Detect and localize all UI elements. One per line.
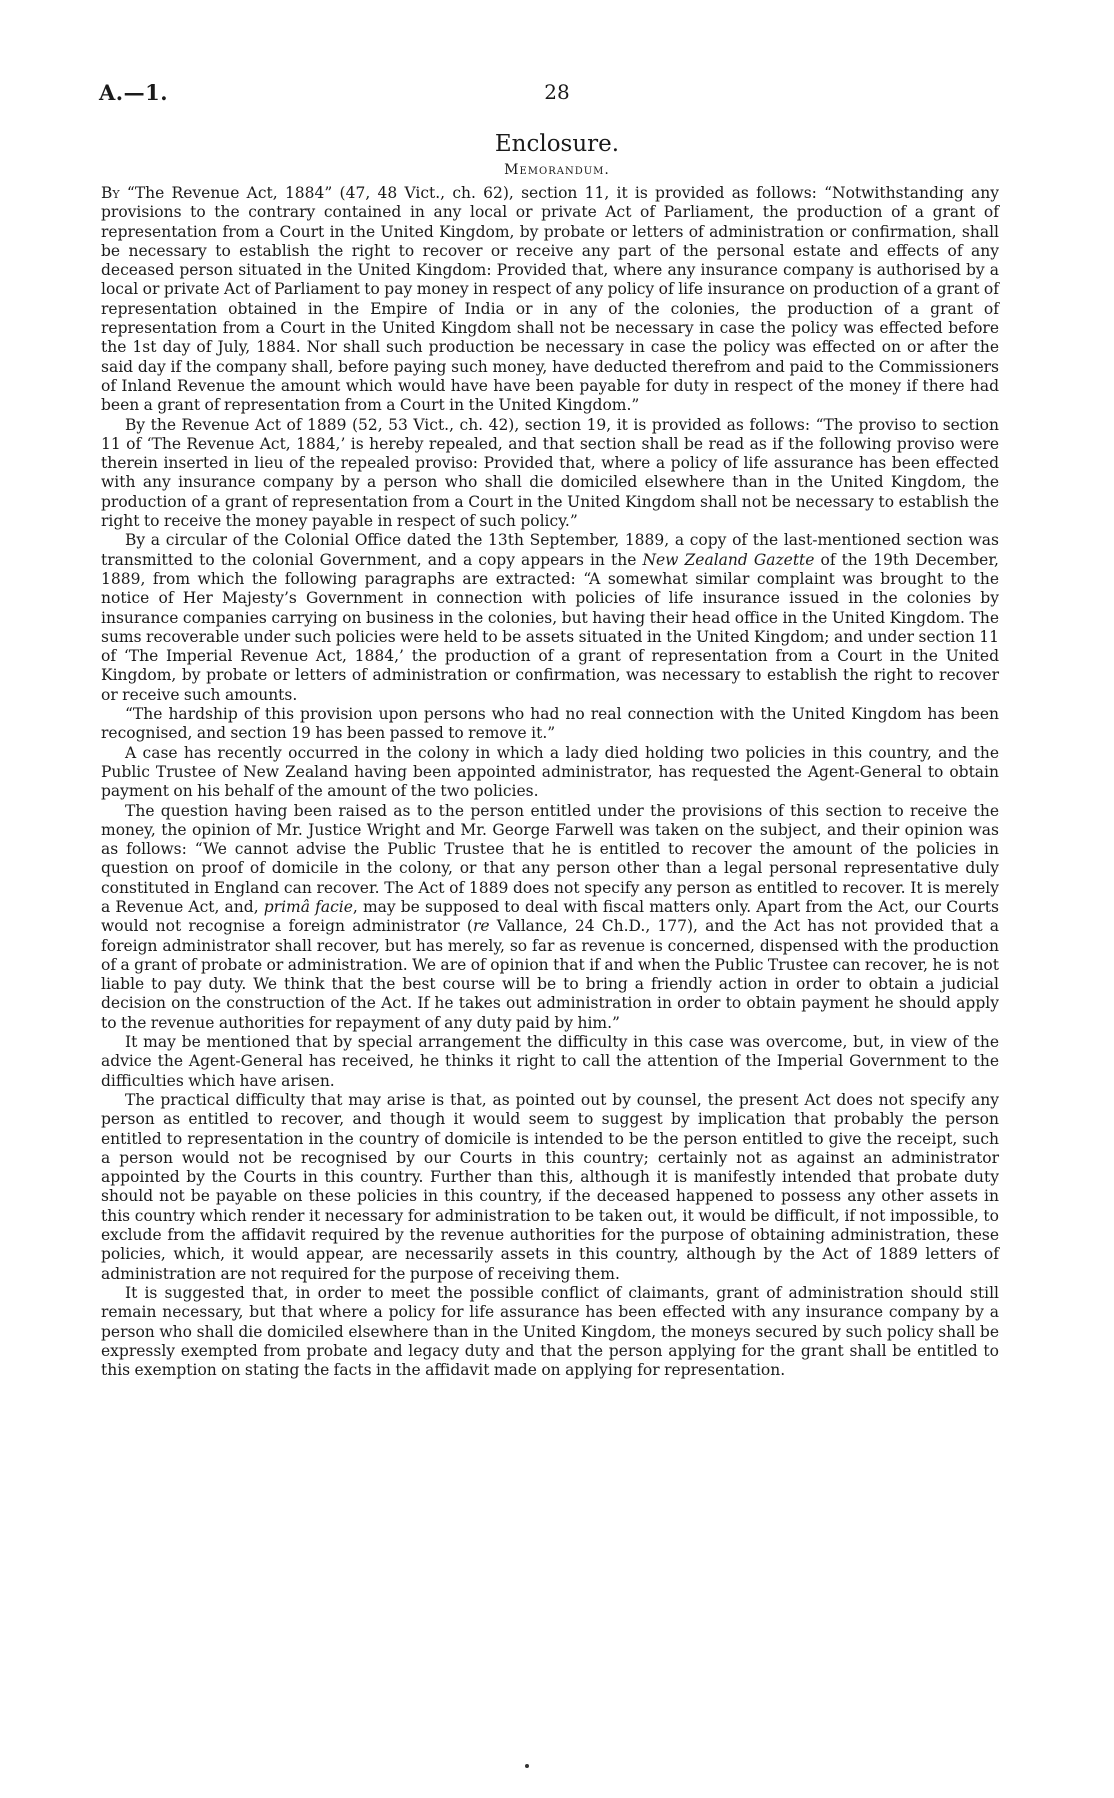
footer-dot — [525, 1764, 529, 1768]
paragraph-text: By the Revenue Act of 1889 (52, 53 Vict., ch. 42), section 19, it is provided as follows: “The proviso to section 11 of ‘The Revenue Act, 1884,’ is hereby repealed, and that section shall be read as if the following proviso were therein inserted in lieu of the repealed proviso: Provided that, where a policy of life assurance has been effected with any insurance company by a person who shall die domiciled elsewhere than in the United Kingdom, the production of a grant of representation from a Court in the United Kingdom shall not be necessary to establish the right to receive the money payable in respect of such policy.” — [101, 415, 999, 531]
paragraph-revenue-act-1884 — [101, 184, 999, 416]
paragraph-recent-case — [101, 744, 999, 802]
paragraph-practical-difficulty — [101, 1091, 999, 1284]
paragraph-text: The question having been raised as to the person entitled under the provisions of this section to receive the money, the opinion of Mr. Justice Wright and Mr. George Farwell was taken on the subject, and their opinion was as follows: “We cannot advise the Public Trustee that he is entitled to recover the amount of the policies in question on proof of domicile in the colony, or that any person other than a legal personal representative duly constituted in England can recover. The Act of 1889 does not specify any person as entitled to recover. It is merely a Revenue Act, and, — [101, 801, 999, 916]
paragraph-revenue-act-1889 — [101, 416, 999, 532]
paragraph-text: It is suggested that, in order to meet the possible conflict of claimants, grant of administration should still remain necessary, but that where a policy for life assurance has been effected with any insurance company by a person who shall die domiciled elsewhere than in the United Kingdom, the moneys secured by such policy shall be expressly exempted from probate and legacy duty and that the person applying for the grant shall be entitled to this exemption on stating the facts in the affidavit made on applying for representation. — [101, 1283, 999, 1380]
paragraph-text: Vallance, 24 Ch.D., 177), and the Act has not provided that a foreign administrator shall recover, but has merely, so far as revenue is concerned, dispensed with the production of a grant of probate or administration. We are of opinion that if and when the Public Trustee can recover, he is not liable to pay duty. We think that the best course will be to bring a friendly action in order to obtain a judicial decision on the construction of the Act. If he takes out administration in order to obtain payment he should apply to the revenue authorities for repayment of any duty paid by him.” — [101, 917, 1000, 1032]
paragraph-counsel-opinion — [101, 802, 999, 1034]
paragraph-colonial-office-circular — [101, 531, 999, 705]
paragraph-text: The practical difficulty that may arise is that, as pointed out by counsel, the present Act does not specify any person as entitled to recover, and though it would seem to suggest by implication that probably the person entitled to representation in the country of domicile is intended to be the person entitled to give the receipt, such a person would not be recognised by our Courts in this country; certainly not as against an administrator appointed by the Courts in this country. Further than this, although it is manifestly intended that probate duty should not be payable on these policies in this country, if the deceased happened to possess any other assets in this country which render it necessary for administration to be taken out, it would be difficult, if not impossible, to exclude from the affidavit required by the revenue authorities for the purpose of obtaining administration, these policies, which, it would appear, are necessarily assets in this country, although by the Act of 1889 letters of administration are not required for the purpose of receiving them. — [101, 1090, 999, 1283]
gazette-title: New Zealand Gazette — [642, 550, 815, 569]
memorandum-body — [101, 184, 999, 1380]
latin-phrase: primâ facie — [263, 897, 353, 916]
paragraph-text: of the 19th December, 1889, from which the following paragraphs are extracted: “A somewhat similar complaint was brought to the notice of Her Majesty’s Government in connection with policies of life insurance issued in the colonies by insurance companies carrying on business in the colonies, but having their head office in the United Kingdom. The sums recoverable under such policies were held to be assets situated in the United Kingdom; and under section 11 of ‘The Imperial Revenue Act, 1884,’ the production of a grant of representation from a Court in the United Kingdom, by probate or letters of administration or confirmation, was necessary to establish the right to recover or receive such amounts. — [101, 550, 999, 704]
latin-phrase: re — [472, 917, 490, 936]
paragraph-hardship-quote — [101, 705, 999, 744]
paragraph-lead-word: By — [101, 184, 120, 202]
memorandum-subheading: Memorandum. — [504, 162, 610, 178]
paragraph-suggestion — [101, 1284, 999, 1380]
paragraph-text: “The hardship of this provision upon persons who had no real connection with the United Kingdom has been recognised, and section 19 has been passed to remove it.” — [101, 705, 999, 743]
paragraph-difficulty-overcome — [101, 1033, 999, 1091]
page-number: 28 — [544, 80, 570, 104]
paragraph-text: , may be supposed to deal with fiscal matters only. Apart from the Act, our Courts would not recognise a foreign administrator ( — [101, 897, 999, 936]
paragraph-text: A case has recently occurred in the colony in which a lady died holding two policies in this country, and the Public Trustee of New Zealand having been appointed administrator, has requested the Agent-General to obtain payment on his behalf of the amount of the two policies. — [101, 743, 999, 801]
paragraph-text: By a circular of the Colonial Office dated the 13th September, 1889, a copy of the last-mentioned section was transmitted to the colonial Government, and a copy appears in the — [101, 531, 999, 569]
enclosure-heading: Enclosure. — [494, 131, 620, 157]
paragraph-text: It may be mentioned that by special arrangement the difficulty in this case was overcome, but, in view of the advice the Agent-General has received, he thinks it right to call the attention of the Imperial Government to the difficulties which have arisen. — [101, 1033, 999, 1090]
paragraph-text: “The Revenue Act, 1884” (47, 48 Vict., ch. 62), section 11, it is provided as follows: “Notwithstanding any provisions to the contrary contained in any local or private Act of Parliament, the production of a grant of representation from a Court in the United Kingdom, by probate or letters of administration or confirmation, shall be necessary to establish the right to recover or receive any part of the personal estate and effects of any deceased person situated in the United Kingdom: Provided that, where any insurance company is authorised by a local or private Act of Parliament to pay money in respect of any policy of life insurance on production of a grant of representation obtained in the Empire of India or in any of the colonies, the production of a grant of representation from a Court in the United Kingdom shall not be necessary in case the policy was effected before the 1st day of July, 1884. Nor shall such production be necessary in case the policy was effected on or after the said day if the company shall, before paying such money, have deducted therefrom and paid to the Commissioners of Inland Revenue the amount which would have have been payable for duty in respect of the money if there had been a grant of representation from a Court in the United Kingdom.” — [101, 184, 999, 415]
running-header — [99, 80, 1015, 110]
document-reference: A.—1. — [99, 80, 169, 105]
